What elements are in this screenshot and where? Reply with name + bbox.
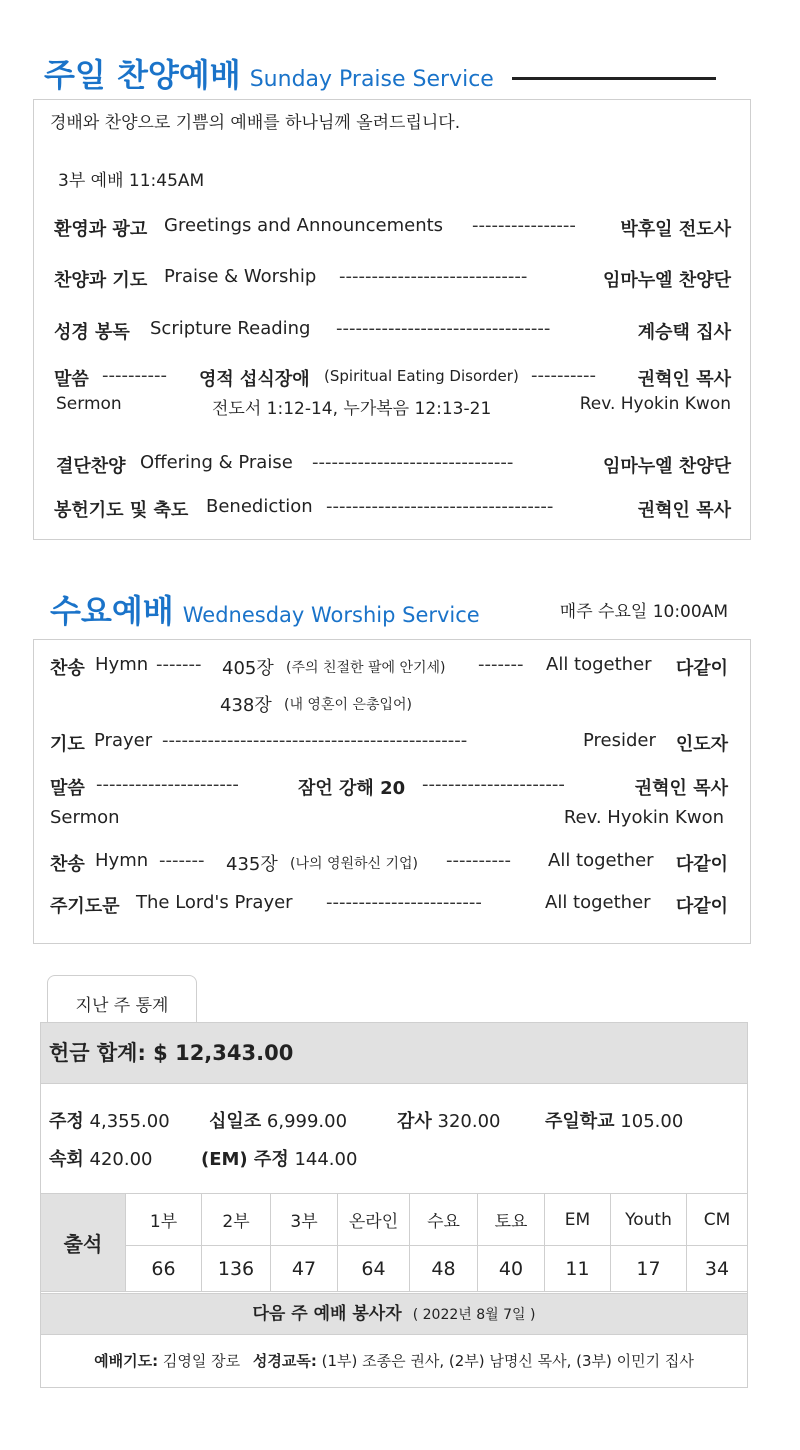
hymn-name: (내 영혼이 은총입어) — [284, 697, 413, 713]
attendance-value: 47 — [271, 1246, 338, 1292]
item-ko: 결단찬양 — [56, 456, 126, 477]
sermon-en: Sermon — [56, 394, 122, 414]
sunday-title-en: Sunday Praise Service — [249, 67, 494, 92]
hymn-name: (주의 친절한 팔에 안기세) — [286, 660, 446, 676]
stats-tab-label: 지난 주 통계 — [75, 996, 169, 1016]
lords-en: The Lord's Prayer — [136, 892, 293, 913]
lords-by-en: All together — [545, 892, 651, 913]
sunday-program-box — [33, 99, 751, 540]
attendance-header: 토요 — [478, 1194, 545, 1246]
hymn-by-en: All together — [548, 850, 654, 871]
offering-total: 헌금 합계: $ 12,343.00 — [49, 1041, 294, 1065]
attendance-value: 136 — [202, 1246, 271, 1292]
item-by: 임마누엘 찬양단 — [603, 456, 731, 477]
next-week-date: ( 2022년 8월 7일 ) — [412, 1307, 536, 1323]
sunday-time: 3부 예배 11:45AM — [58, 171, 205, 191]
item-by: 박후일 전도사 — [620, 219, 731, 240]
hymn-dashes-1: ------- — [159, 850, 205, 871]
sermon-dashes-1: ---------- — [102, 365, 167, 386]
prayer-by-ko: 인도자 — [675, 734, 728, 755]
attendance-label: 출석 — [41, 1194, 126, 1292]
wednesday-program-box — [33, 639, 751, 944]
wednesday-title-ko: 수요예배 — [50, 592, 174, 630]
hymn-ko: 찬송 — [50, 854, 85, 875]
attendance-header: EM — [545, 1194, 611, 1246]
worship-prayer-name: 김영일 장로 — [162, 1352, 241, 1370]
offering-value: 105.00 — [620, 1111, 684, 1132]
item-dashes: ----------------------------------- — [326, 496, 554, 517]
item-ko: 찬양과 기도 — [54, 270, 148, 291]
sunday-intro: 경배와 찬양으로 기쁨의 예배를 하나님께 올려드립니다. — [50, 113, 461, 133]
offering-value: 4,355.00 — [89, 1111, 170, 1132]
offering-total-bar — [41, 1023, 747, 1084]
item-by: 계승택 집사 — [637, 322, 731, 343]
hymn-ko: 찬송 — [50, 658, 85, 679]
offering-label: 감사 — [397, 1111, 432, 1132]
attendance-value: 64 — [338, 1246, 410, 1292]
wednesday-schedule: 매주 수요일 10:00AM — [559, 602, 728, 622]
hymn-dashes-2: ------- — [478, 654, 524, 675]
item-en: Offering & Praise — [140, 452, 293, 473]
attendance-value-row — [41, 1246, 748, 1292]
lords-dashes: ------------------------ — [326, 892, 482, 913]
offering-item — [49, 1107, 170, 1133]
attendance-value: 48 — [410, 1246, 478, 1292]
attendance-value: 11 — [545, 1246, 611, 1292]
next-week-servers — [41, 1350, 747, 1371]
attendance-header-row — [41, 1194, 748, 1246]
item-en: Scripture Reading — [150, 318, 311, 339]
sermon-by: 권혁인 목사 — [637, 369, 731, 390]
sermon-scripture: 전도서 1:12-14, 누가복음 12:13-21 — [212, 399, 492, 419]
sermon-title-en: (Spiritual Eating Disorder) — [324, 367, 519, 385]
hymn-number: 438장 — [220, 695, 272, 716]
offering-label: 십일조 — [209, 1111, 262, 1132]
next-week-title: 다음 주 예배 봉사자 — [252, 1304, 402, 1324]
hymn-by-en: All together — [546, 654, 652, 675]
sermon-by-en: Rev. Hyokin Kwon — [563, 807, 724, 828]
stats-tab[interactable] — [47, 975, 197, 1024]
offering-label: 주정 — [49, 1111, 84, 1132]
offering-item — [201, 1145, 357, 1171]
wednesday-header — [50, 586, 480, 632]
attendance-value: 66 — [126, 1246, 202, 1292]
attendance-header: 2부 — [202, 1194, 271, 1246]
hymn-name: (나의 영원하신 기업) — [290, 856, 419, 872]
sermon-ko: 말씀 — [54, 369, 89, 390]
sermon-dashes-1: ---------------------- — [96, 774, 239, 795]
lords-by-ko: 다같이 — [675, 896, 728, 917]
attendance-value: 40 — [478, 1246, 545, 1292]
prayer-en: Prayer — [94, 730, 153, 751]
offering-value: 420.00 — [89, 1149, 153, 1170]
item-by: 임마누엘 찬양단 — [603, 270, 731, 291]
attendance-table — [40, 1193, 748, 1292]
item-ko: 환영과 광고 — [54, 219, 148, 240]
offering-value: 6,999.00 — [266, 1111, 348, 1132]
hymn-dashes-1: ------- — [156, 654, 202, 675]
item-en: Benediction — [206, 496, 313, 517]
offering-item — [49, 1145, 153, 1171]
offering-label: (EM) 주정 — [201, 1149, 289, 1170]
item-dashes: ----------------------------- — [339, 266, 528, 287]
hymn-dashes-2: ---------- — [446, 850, 511, 871]
hymn-number: 405장 — [222, 658, 274, 679]
item-ko: 성경 봉독 — [54, 322, 130, 343]
attendance-header: CM — [687, 1194, 748, 1246]
item-dashes: ------------------------------- — [312, 452, 514, 473]
hymn-en: Hymn — [95, 850, 149, 871]
scripture-reading-label: 성경교독: — [252, 1352, 317, 1370]
hymn-number: 435장 — [226, 854, 278, 875]
stats-panel — [40, 1022, 748, 1388]
sermon-dashes-2: ---------- — [531, 365, 596, 386]
offering-item — [397, 1107, 501, 1133]
offering-label: 속회 — [49, 1149, 84, 1170]
offering-label: 주일학교 — [545, 1111, 615, 1132]
attendance-header: 1부 — [126, 1194, 202, 1246]
attendance-value: 17 — [611, 1246, 687, 1292]
sermon-dashes-2: ---------------------- — [422, 774, 565, 795]
item-ko: 봉헌기도 및 축도 — [54, 500, 189, 521]
item-dashes: --------------------------------- — [336, 318, 551, 339]
sermon-by-en: Rev. Hyokin Kwon — [579, 394, 731, 414]
hymn-by-ko: 다같이 — [675, 658, 728, 679]
attendance-header: Youth — [611, 1194, 687, 1246]
attendance-value: 34 — [687, 1246, 748, 1292]
sermon-en: Sermon — [50, 807, 120, 828]
worship-prayer-label: 예배기도: — [94, 1352, 159, 1370]
offering-item — [209, 1107, 347, 1133]
sunday-header — [44, 50, 494, 96]
attendance-header: 온라인 — [338, 1194, 410, 1246]
sermon-title: 영적 섭식장애 — [199, 369, 310, 390]
attendance-header: 3부 — [271, 1194, 338, 1246]
offering-value: 144.00 — [294, 1149, 358, 1170]
item-en: Praise & Worship — [164, 266, 317, 287]
next-week-bar — [41, 1293, 747, 1335]
item-dashes: ---------------- — [472, 215, 576, 236]
sermon-title: 잠언 강해 20 — [298, 778, 406, 799]
scripture-reading-names: (1부) 조종은 권사, (2부) 남명신 목사, (3부) 이민기 집사 — [321, 1352, 694, 1370]
prayer-by-en: Presider — [583, 730, 656, 751]
sermon-by: 권혁인 목사 — [634, 778, 728, 799]
sunday-header-rule — [512, 77, 716, 80]
offering-item — [545, 1107, 683, 1133]
hymn-en: Hymn — [95, 654, 149, 675]
wednesday-title-en: Wednesday Worship Service — [182, 603, 480, 627]
offering-value: 320.00 — [437, 1111, 501, 1132]
sermon-ko: 말씀 — [50, 778, 85, 799]
sunday-title-ko: 주일 찬양예배 — [44, 56, 241, 94]
attendance-header: 수요 — [410, 1194, 478, 1246]
prayer-dashes: ----------------------------------------------- — [162, 730, 468, 751]
hymn-by-ko: 다같이 — [675, 854, 728, 875]
prayer-ko: 기도 — [50, 734, 85, 755]
item-en: Greetings and Announcements — [164, 215, 444, 236]
lords-ko: 주기도문 — [50, 896, 120, 917]
item-by: 권혁인 목사 — [637, 500, 731, 521]
